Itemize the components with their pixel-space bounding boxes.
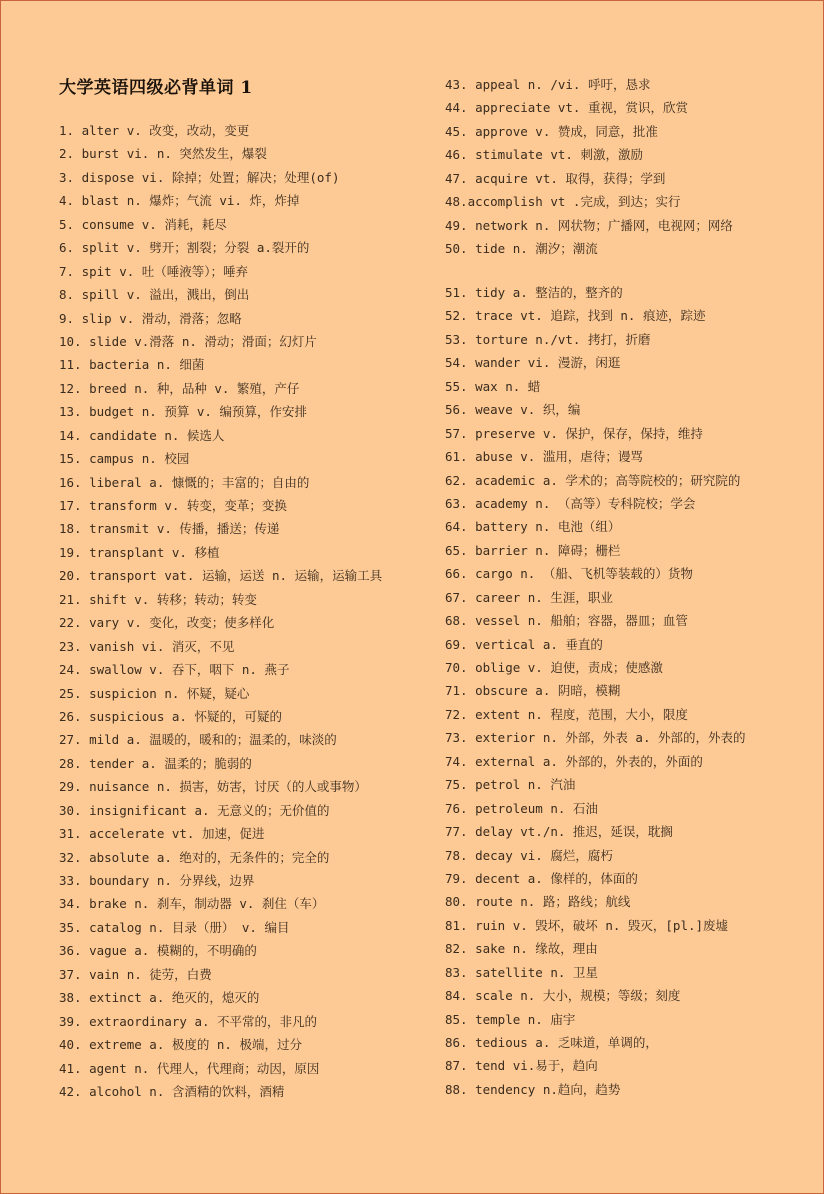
vocabulary-entry: 28. tender a. 温柔的；脆弱的 <box>59 755 252 771</box>
vocabulary-entry: 72. extent n. 程度，范围，大小，限度 <box>445 706 688 722</box>
vocabulary-entry: 34. brake n. 刹车，制动器 v. 刹住（车） <box>59 896 325 912</box>
vocabulary-entry: 84. scale n. 大小，规模；等级；刻度 <box>445 988 681 1004</box>
vocabulary-entry: 85. temple n. 庙宇 <box>445 1011 576 1027</box>
vocabulary-entry: 71. obscure a. 阴暗，模糊 <box>445 683 621 699</box>
vocabulary-entry: 56. weave v. 织，编 <box>445 402 581 418</box>
vocabulary-entry: 87. tend vi.易于，趋向 <box>445 1058 598 1074</box>
vocabulary-entry: 17. transform v. 转变，变革；变换 <box>59 498 287 513</box>
vocabulary-entry: 79. decent a. 像样的，体面的 <box>445 870 638 886</box>
vocabulary-entry: 37. vain n. 徒劳，白费 <box>59 966 212 982</box>
vocabulary-entry: 52. trace vt. 追踪，找到 n. 痕迹，踪迹 <box>445 308 706 324</box>
vocabulary-entry: 15. campus n. 校园 <box>59 451 190 467</box>
vocabulary-entry: 38. extinct a. 绝灭的，熄灭的 <box>59 990 260 1006</box>
vocabulary-entry: 73. exterior n. 外部，外表 a. 外部的，外表的 <box>445 730 746 746</box>
vocabulary-entry: 63. academy n. （高等）专科院校；学会 <box>445 495 696 511</box>
vocabulary-entry: 86. tedious a. 乏味道，单调的， <box>445 1035 658 1050</box>
vocabulary-entry: 82. sake n. 缘故，理由 <box>445 941 598 957</box>
vocabulary-entry: 46. stimulate vt. 刺激，激励 <box>445 147 643 163</box>
vocabulary-entry: 42. alcohol n. 含酒精的饮料，酒精 <box>59 1083 285 1099</box>
vocabulary-entry: 26. suspicious a. 怀疑的，可疑的 <box>59 708 282 724</box>
vocabulary-entry: 55. wax n. 蜡 <box>445 378 541 394</box>
vocabulary-entry: 23. vanish vi. 消灭，不见 <box>59 638 235 654</box>
vocabulary-entry: 19. transplant v. 移植 <box>59 544 220 560</box>
vocabulary-entry: 76. petroleum n. 石油 <box>445 800 598 816</box>
vocabulary-entry: 57. preserve v. 保护，保存，保持，维持 <box>445 425 703 441</box>
left-column <box>59 119 382 1103</box>
vocabulary-entry: 12. breed n. 种，品种 v. 繁殖，产仔 <box>59 380 300 396</box>
right-column <box>445 73 746 1101</box>
vocabulary-entry: 68. vessel n. 船舶；容器，器皿；血管 <box>445 613 688 629</box>
vocabulary-entry: 74. external a. 外部的，外表的，外面的 <box>445 753 703 769</box>
vocabulary-entry: 25. suspicion n. 怀疑，疑心 <box>59 685 250 701</box>
vocabulary-entry: 75. petrol n. 汽油 <box>445 777 576 793</box>
vocabulary-entry: 1. alter v. 改变，改动，变更 <box>59 123 250 138</box>
section-gap <box>445 261 746 282</box>
vocabulary-entry: 6. split v. 劈开；割裂；分裂 a.裂开的 <box>59 240 310 256</box>
vocabulary-entry: 44. appreciate vt. 重视，赏识，欣赏 <box>445 100 688 116</box>
vocabulary-entry: 88. tendency n.趋向，趋势 <box>445 1081 621 1097</box>
vocabulary-entry: 10. slide v.滑落 n. 滑动；滑面；幻灯片 <box>59 333 317 349</box>
document-title: 大学英语四级必背单词 1 <box>59 78 253 98</box>
vocabulary-entry: 39. extraordinary a. 不平常的，非凡的 <box>59 1013 318 1029</box>
vocabulary-entry: 43. appeal n. /vi. 呼吁，恳求 <box>445 77 651 92</box>
vocabulary-entry: 16. liberal a. 慷慨的；丰富的；自由的 <box>59 474 310 490</box>
vocabulary-entry: 51. tidy a. 整洁的，整齐的 <box>445 285 623 300</box>
vocabulary-entry: 66. cargo n. （船、飞机等装载的）货物 <box>445 566 693 582</box>
vocabulary-entry: 18. transmit v. 传播，播送；传递 <box>59 521 280 537</box>
vocabulary-entry: 81. ruin v. 毁坏，破坏 n. 毁灭，[pl.]废墟 <box>445 917 729 933</box>
vocabulary-entry: 32. absolute a. 绝对的，无条件的；完全的 <box>59 849 330 865</box>
vocabulary-entry: 14. candidate n. 候选人 <box>59 427 225 443</box>
vocabulary-entry: 45. approve v. 赞成，同意，批准 <box>445 123 658 139</box>
vocabulary-entry: 8. spill v. 溢出，溅出，倒出 <box>59 287 250 303</box>
vocabulary-entry: 41. agent n. 代理人，代理商；动因，原因 <box>59 1060 320 1076</box>
vocabulary-entry: 61. abuse v. 滥用，虐待；谩骂 <box>445 449 643 465</box>
vocabulary-entry: 78. decay vi. 腐烂，腐朽 <box>445 847 613 863</box>
vocabulary-entry: 80. route n. 路；路线；航线 <box>445 894 631 910</box>
vocabulary-entry: 31. accelerate vt. 加速，促进 <box>59 826 265 842</box>
vocabulary-entry: 7. spit v. 吐（唾液等）；唾弃 <box>59 263 249 279</box>
vocabulary-entry: 30. insignificant a. 无意义的；无价值的 <box>59 802 330 818</box>
vocabulary-entry: 69. vertical a. 垂直的 <box>445 636 603 652</box>
vocabulary-entry: 2. burst vi. n. 突然发生，爆裂 <box>59 146 267 162</box>
vocabulary-entry: 48.accomplish vt .完成，到达；实行 <box>445 194 681 210</box>
vocabulary-entry: 62. academic a. 学术的；高等院校的；研究院的 <box>445 472 741 488</box>
vocabulary-entry: 13. budget n. 预算 v. 编预算，作安排 <box>59 404 307 420</box>
vocabulary-entry: 50. tide n. 潮汐；潮流 <box>445 241 598 257</box>
vocabulary-entry: 21. shift v. 转移；转动；转变 <box>59 591 257 607</box>
vocabulary-entry: 33. boundary n. 分界线，边界 <box>59 873 255 888</box>
vocabulary-entry: 65. barrier n. 障碍；栅栏 <box>445 542 621 558</box>
vocabulary-entry: 4. blast n. 爆炸；气流 vi. 炸，炸掉 <box>59 193 300 209</box>
vocabulary-entry: 64. battery n. 电池（组） <box>445 519 621 535</box>
vocabulary-entry: 24. swallow v. 吞下，咽下 n. 燕子 <box>59 662 290 678</box>
vocabulary-entry: 54. wander vi. 漫游，闲逛 <box>445 355 621 371</box>
vocabulary-entry: 47. acquire vt. 取得，获得；学到 <box>445 170 666 186</box>
vocabulary-entry: 27. mild a. 温暖的，暖和的；温柔的，味淡的 <box>59 732 337 748</box>
vocabulary-entry: 49. network n. 网状物；广播网，电视网；网络 <box>445 217 733 233</box>
vocabulary-entry: 22. vary v. 变化，改变；使多样化 <box>59 615 275 631</box>
right-column-top-list <box>445 73 746 261</box>
vocabulary-entry: 36. vague a. 模糊的，不明确的 <box>59 943 257 959</box>
vocabulary-entry: 35. catalog n. 目录（册） v. 编目 <box>59 919 290 935</box>
vocabulary-entry: 53. torture n./vt. 拷打，折磨 <box>445 331 651 347</box>
vocabulary-entry: 77. delay vt./n. 推迟，延误，耽搁 <box>445 824 673 840</box>
vocabulary-entry: 40. extreme a. 极度的 n. 极端，过分 <box>59 1037 302 1053</box>
vocabulary-entry: 3. dispose vi. 除掉；处置；解决；处理(of) <box>59 169 340 185</box>
vocabulary-entry: 83. satellite n. 卫星 <box>445 964 598 980</box>
vocabulary-entry: 29. nuisance n. 损害，妨害，讨厌（的人或事物） <box>59 779 367 795</box>
vocabulary-entry: 9. slip v. 滑动，滑落；忽略 <box>59 310 242 326</box>
vocabulary-entry: 67. career n. 生涯，职业 <box>445 589 613 605</box>
vocabulary-entry: 70. oblige v. 迫使，责成；使感激 <box>445 660 663 675</box>
vocabulary-entry: 20. transport vat. 运输，运送 n. 运输，运输工具 <box>59 568 383 584</box>
vocabulary-entry: 5. consume v. 消耗，耗尽 <box>59 216 227 232</box>
right-column-bottom-list <box>445 281 746 1101</box>
vocabulary-entry: 11. bacteria n. 细菌 <box>59 357 205 373</box>
